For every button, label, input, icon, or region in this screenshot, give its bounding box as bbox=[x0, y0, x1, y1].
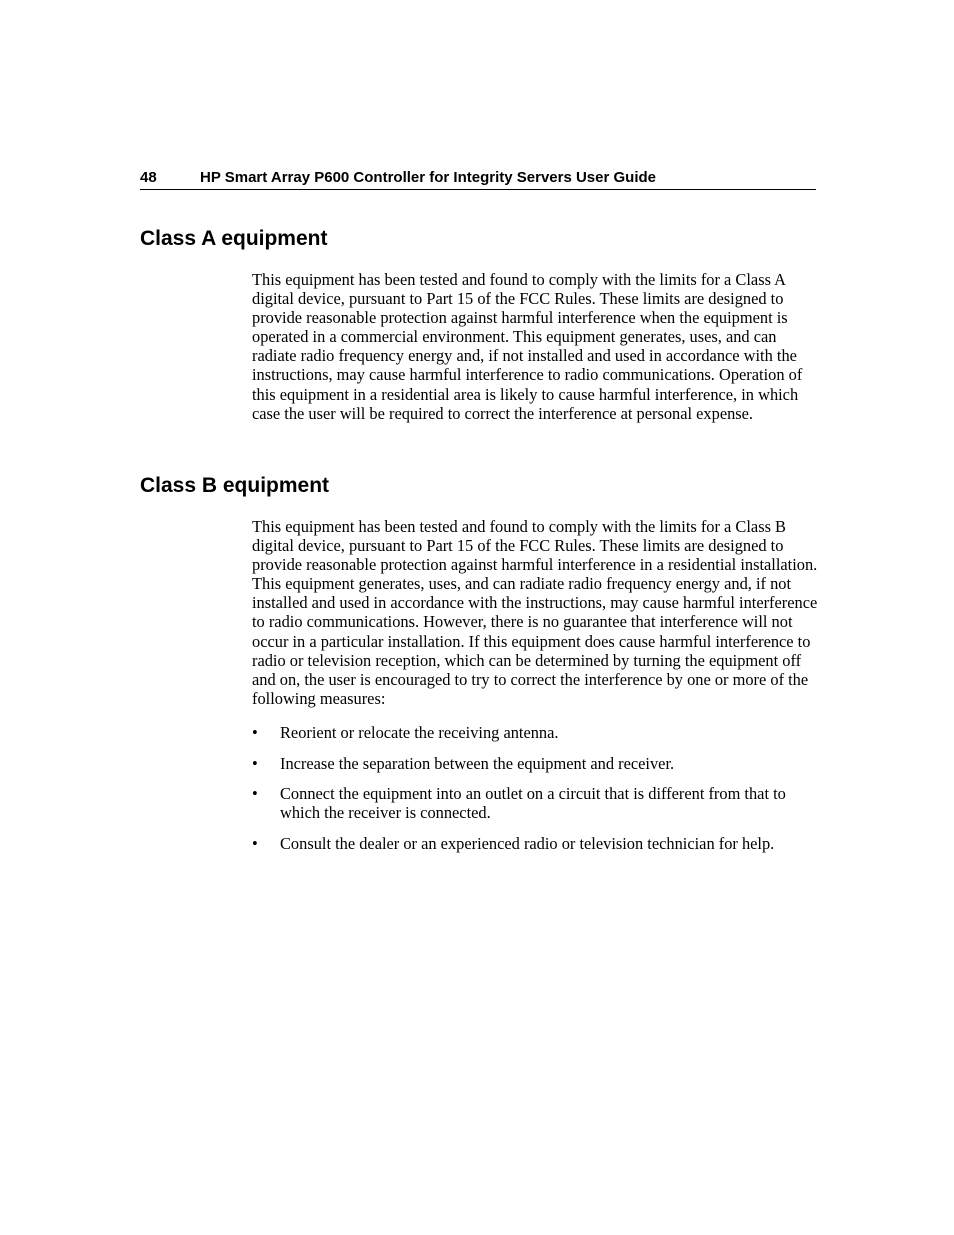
list-item-text: Increase the separation between the equipment and receiver. bbox=[280, 753, 675, 773]
document-title: HP Smart Array P600 Controller for Integrity Servers User Guide bbox=[200, 169, 656, 186]
list-item bbox=[252, 784, 818, 822]
section-heading-class-b: Class B equipment bbox=[140, 474, 330, 497]
list-item bbox=[252, 834, 818, 853]
page-number: 48 bbox=[140, 169, 157, 186]
measures-list bbox=[252, 723, 818, 864]
section-heading-class-a: Class A equipment bbox=[140, 227, 328, 250]
class-a-paragraph: This equipment has been tested and found to comply with the limits for a Class A digital device, pursuant to Part 15 of the FCC Rules. These limits are designed to provide reasonable protection against harmful interference when the equipment is operated in a commercial environment. This equipment generates, uses, and can radiate radio frequency energy and, if not installed and used in accordance with the instructions, may cause harmful interference to radio communications. Operation of this equipment in a residential area is likely to cause harmful interference, in which case the user will be required to correct the interference at personal expense. bbox=[252, 270, 803, 423]
page-header bbox=[140, 168, 816, 190]
bullet-icon: • bbox=[252, 723, 258, 742]
list-item-text: Consult the dealer or an experienced radio or television technician for help. bbox=[280, 833, 775, 853]
class-b-paragraph: This equipment has been tested and found to comply with the limits for a Class B digital device, pursuant to Part 15 of the FCC Rules. These limits are designed to provide reasonable protection against harmful interference in a residential installation. This equipment generates, uses, and can radiate radio frequency energy and, if not installed and used in accordance with the instructions, may cause harmful interference to radio communications. However, there is no guarantee that interference will not occur in a particular installation. If this equipment does cause harmful interference to radio or television reception, which can be determined by turning the equipment off and on, the user is encouraged to try to correct the interference by one or more of the following measures: bbox=[252, 517, 818, 708]
bullet-icon: • bbox=[252, 784, 258, 804]
list-item bbox=[252, 723, 818, 742]
list-item bbox=[252, 754, 818, 773]
list-item-text: Connect the equipment into an outlet on a circuit that is different from that to which the receiver is connected. bbox=[280, 784, 786, 823]
bullet-icon: • bbox=[252, 833, 258, 853]
bullet-icon: • bbox=[252, 753, 258, 773]
list-item-text: Reorient or relocate the receiving antenna. bbox=[280, 723, 559, 742]
